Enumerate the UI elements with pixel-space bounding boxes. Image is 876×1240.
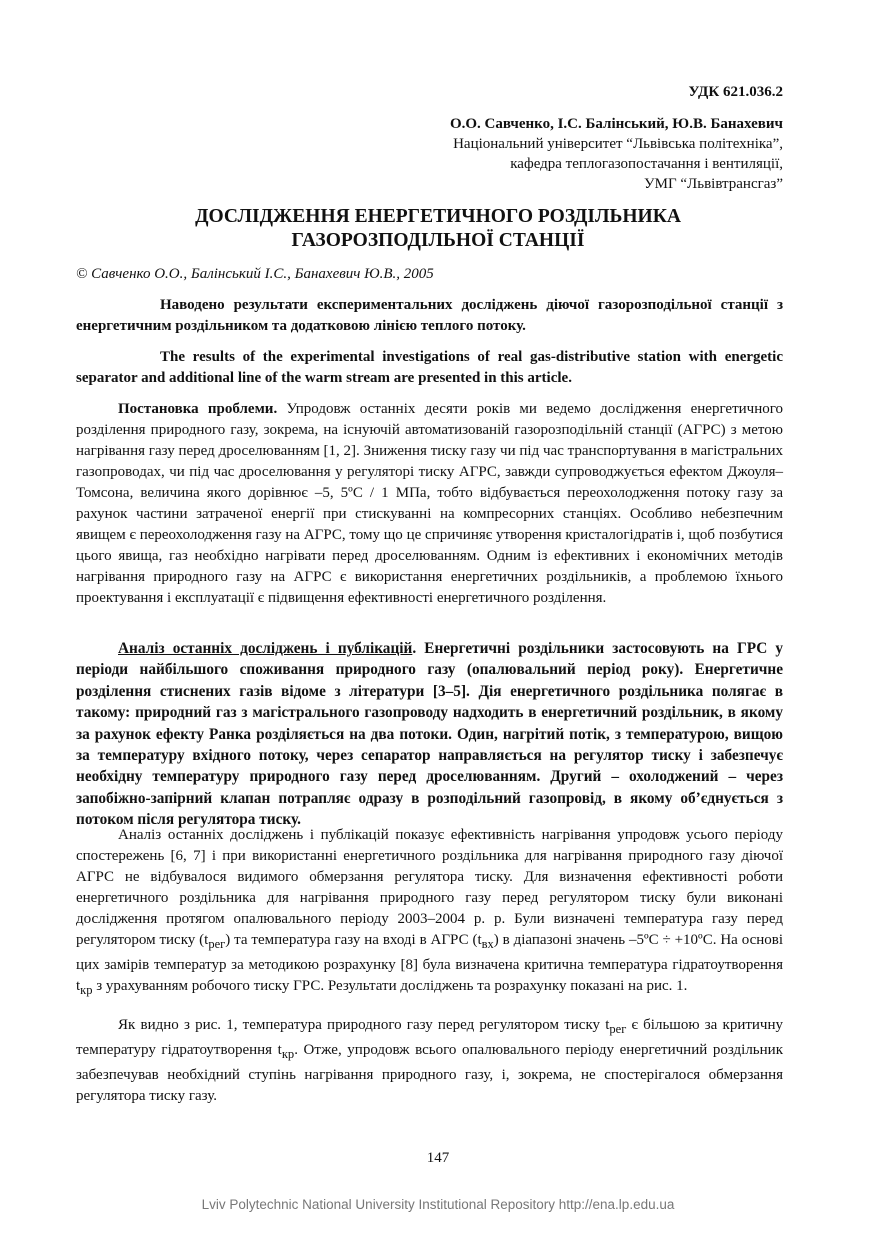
text-run: . Отже, упродовж всього опалювального періоду енергетичний роздільник забезпечував необхідний ступінь нагрівання природного газу, і, зокрема, не спостерігалося обмерзання регулятора тиску газу.: [76, 1042, 783, 1104]
subscript: рег: [609, 1022, 627, 1036]
affiliation-line: Національний університет “Львівська політехніка”,: [453, 136, 783, 152]
title-line: ГАЗОРОЗПОДІЛЬНОЇ СТАНЦІЇ: [291, 230, 585, 251]
results-paragraph: [76, 825, 783, 1001]
subscript: рег: [208, 937, 226, 951]
paper-title: [120, 205, 756, 253]
text-run: ) та температура газу на вході в АГРС (t: [225, 932, 482, 948]
affiliation-line: УМГ “Львівтрансгаз”: [644, 176, 783, 192]
text-run: з урахуванням робочого тиску ГРС. Результати досліджень та розрахунку показані на рис. 1.: [92, 978, 688, 994]
problem-statement-paragraph: [76, 399, 783, 609]
literature-analysis-paragraph: [76, 638, 783, 831]
subscript: вх: [481, 937, 494, 951]
paragraph-text: Упродовж останніх десяти років ми ведемо дослідження енергетичного розділення природного газу, зокрема, на існуючій автоматизованій газорозподільній станції (АГРС) з метою нагрівання газу перед дроселюванням [1, 2]. Зниження тиску газу чи під час транспортування в магістральних газопроводах, чи під час дроселювання у регуляторі тиску АГРС, завжди супроводжується ефектом Джоуля–Томсона, величина якого дорівнює –5, 5ºС / 1 МПа, тобто відбувається переохолодження потоку газу за рахунок частини затраченої енергії при стискуванні на компресорних станціях. Особливо небезпечним явищем є переохолодження газу на АГРС, тому що це спричиняє утворення кристалогідратів і, щоб позбутися цього явища, газ необхідно нагрівати перед дроселюванням. Одним із ефективних і економічних методів нагрівання природного газу на АГРС є використання енергетичних роздільників, а проблемою їхнього проектування і експлуатації є підвищення ефективності енергетичного розділення.: [76, 401, 784, 606]
subscript: кр: [80, 983, 93, 997]
page-number: 147: [426, 1150, 450, 1166]
title-line: ДОСЛІДЖЕННЯ ЕНЕРГЕТИЧНОГО РОЗДІЛЬНИКА: [195, 206, 681, 227]
conclusion-paragraph: [76, 1015, 783, 1107]
author-names: О.О. Савченко, І.С. Балінський, Ю.В. Банахевич: [449, 116, 783, 132]
udk-code: УДК 621.036.2: [688, 84, 783, 100]
paragraph-text: . Енергетичні роздільники застосовують на ГРС у періоди найбільшого споживання природного газу (опалювальний період року). Енергетичне розділення стиснених газів відоме з літератури [3–5]. Дія енергетичного роздільника полягає в такому: природний газ з магістрального газопроводу надходить в енергетичний роздільник, в якому за рахунок ефекту Ранка розділяється на два потоки. Один, нагрітий потік, з температурою, вищою за температуру вхідного потоку, через сепаратор направляється на регулятор тиску і забезпечує необхідну температуру природного газу перед дроселюванням. Другий – охолоджений – через запобіжно-запірний клапан потрапляє одразу в розподільний газопровід, в якому об’єднується з потоком після регулятора тиску.: [76, 640, 784, 829]
abstract-ukrainian: Наводено результати експериментальних досліджень діючої газорозподільної станції з енергетичним роздільником та додатковою лінією теплого потоку.: [76, 297, 783, 334]
affiliation-line: кафедра теплогазопостачання і вентиляції,: [510, 156, 783, 172]
text-run: ) в діапазоні значень –5ºС ÷ +10ºС. На основі цих замірів температур за методикою розрахунку [8] була визначена критична температура гідратоутворення t: [76, 932, 784, 994]
text-run: Як видно з рис. 1, температура природного газу перед регулятором тиску t: [118, 1017, 610, 1033]
abstract-english: The results of the experimental investigations of real gas-distributive station with energetic separator and additional line of the warm stream are presented in this article.: [76, 349, 783, 386]
repository-footer: Lviv Polytechnic National University Institutional Repository http://ena.lp.edu.ua: [201, 1197, 675, 1212]
subscript: кр: [281, 1047, 295, 1061]
author-block: [330, 114, 783, 194]
copyright-line: © Савченко О.О., Балінський І.С., Банахевич Ю.В., 2005: [76, 266, 434, 282]
text-run: Аналіз останніх досліджень і публікацій показує ефективність нагрівання упродовж усього періоду спостережень [6, 7] і при використанні енергетичного роздільника для нагрівання природного газу діючої АГРС не відбувалося видимого обмерзання регулятора тиску. Для визначення ефективності роботи енергетичного роздільника для нагрівання природного газу перед регулятором тиску були виконані дослідження протягом опалювального періоду 2003–2004 р. р. Були визначені температура газу перед регулятором тиску (t: [76, 827, 783, 948]
section-heading-analysis: Аналіз останніх досліджень і публікацій: [118, 640, 413, 657]
section-heading-problem: Постановка проблеми.: [118, 401, 278, 417]
text-run: є більшою за критичну температуру гідратоутворення t: [76, 1017, 783, 1058]
